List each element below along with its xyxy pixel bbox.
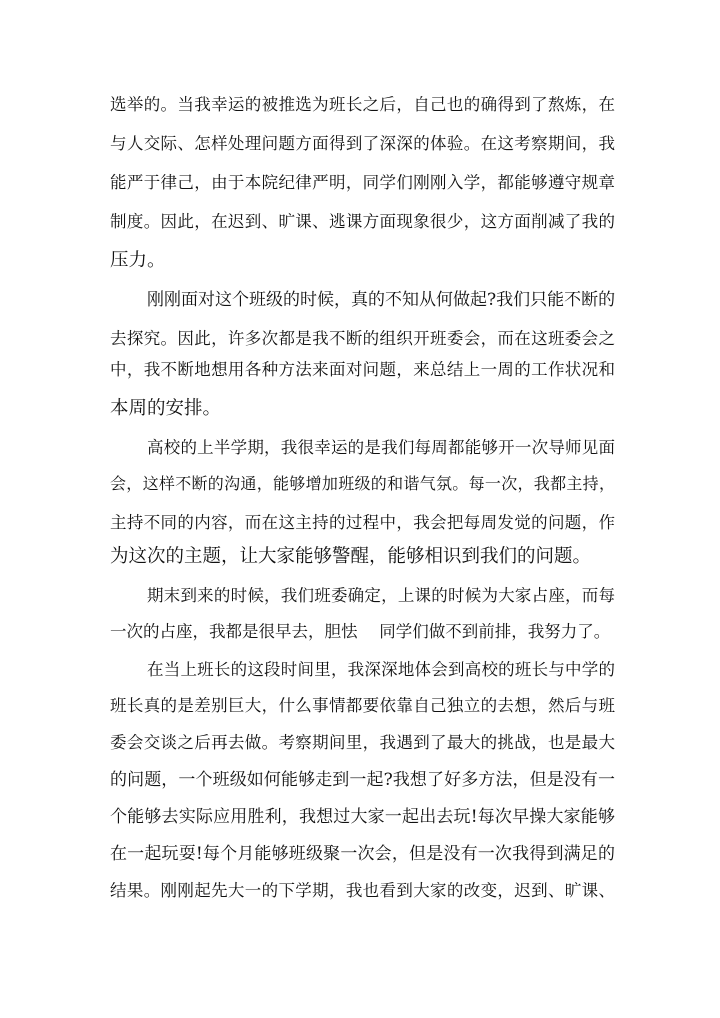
text-line: 委会交谈之后再去做。考察期间里，我遇到了最大的挑战，也是最大 xyxy=(110,733,615,752)
text-line: 期末到来的时候，我们班委确定，上课的时候为大家占座，而每 xyxy=(147,586,615,605)
text-line: 制度。因此，在迟到、旷课、逃课方面现象很少，这方面削减了我的 xyxy=(110,212,615,231)
text-line: 为这次的主题，让大家能够警醒，能够相识到我们的问题。 xyxy=(110,546,592,567)
text-line: 与人交际、怎样处理问题方面得到了深深的体验。在这考察期间，我 xyxy=(110,134,615,153)
text-line: 选举的。当我幸运的被推选为班长之后，自己也的确得到了熬炼，在 xyxy=(110,95,615,114)
text-line: 的问题，一个班级如何能够走到一起?我想了好多方法，但是没有一 xyxy=(110,770,615,790)
text-line: 主持不同的内容，而在这主持的过程中，我会把每周发觉的问题，作 xyxy=(110,513,615,532)
text-line: 去探究。因此，许多次都是我不断的组织开班委会，而在这班委会之 xyxy=(110,329,615,348)
text-line: 会，这样不断的沟通，能够增加班级的和谐气氛。每一次，我都主持， xyxy=(110,474,615,493)
text-line: 个能够去实际应用胜利，我想过大家一起出去玩!每次早操大家能够 xyxy=(110,807,615,827)
text-line: 结果。刚刚起先大一的下学期，我也看到大家的改变，迟到、旷课、 xyxy=(110,881,615,900)
text-line: 班长真的是差别巨大，什么事情都要依靠自己独立的去想，然后与班 xyxy=(110,696,615,715)
text-line: 刚刚面对这个班级的时候，真的不知从何做起?我们只能不断的 xyxy=(147,290,616,310)
text-line: 本周的安排。 xyxy=(110,398,222,419)
text-line: 在当上班长的这段时间里，我深深地体会到高校的班长与中学的 xyxy=(147,660,615,679)
text-line: 在一起玩耍!每个月能够班级聚一次会，但是没有一次我得到满足的 xyxy=(110,844,615,864)
text-line: 中，我不断地想用各种方法来面对问题，来总结上一周的工作状况和 xyxy=(110,360,615,379)
text-line: 一次的占座，我都是很早去，胆怯 同学们做不到前排，我努力了。 xyxy=(110,622,611,641)
text-line: 压力。 xyxy=(110,250,166,271)
text-line: 能严于律己，由于本院纪律严明，同学们刚刚入学，都能够遵守规章 xyxy=(110,173,615,192)
text-line: 高校的上半学期，我很幸运的是我们每周都能够开一次导师见面 xyxy=(147,438,615,457)
